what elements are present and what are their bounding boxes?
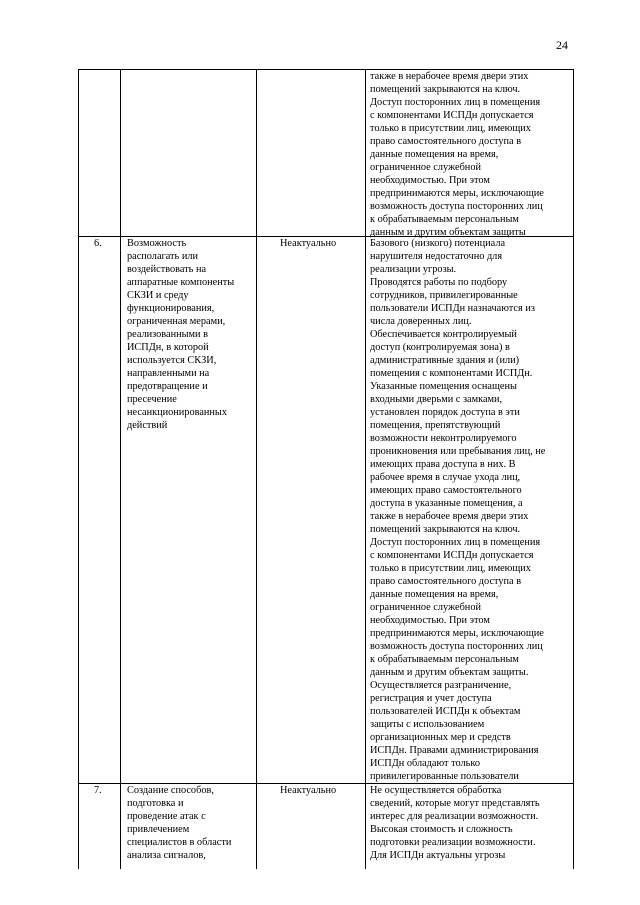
text-line: с компонентами ИСПДн допускается bbox=[370, 110, 534, 121]
text-line: право самостоятельного доступа в bbox=[370, 136, 522, 147]
table-rule bbox=[365, 69, 366, 869]
text-line: помещений закрываются на ключ. bbox=[370, 84, 521, 95]
text-line: доступа в указанные помещения, а bbox=[370, 498, 523, 509]
text-line: сведений, которые могут представлять bbox=[370, 798, 540, 809]
text-line: анализа сигналов, bbox=[127, 850, 206, 861]
text-line: имеющих права доступа в них. В bbox=[370, 459, 516, 470]
text-line: реализации угрозы. bbox=[370, 264, 457, 275]
text-line: ИСПДн обладают только bbox=[370, 758, 480, 769]
text-line: Базового (низкого) потенциала bbox=[370, 238, 506, 249]
status-cell: Неактуально bbox=[280, 785, 337, 796]
text-line: функционирования, bbox=[127, 303, 215, 314]
text-line: имеющих право самостоятельного bbox=[370, 485, 522, 496]
text-line: привлечением bbox=[127, 824, 190, 835]
text-line: возможность доступа посторонних лиц bbox=[370, 641, 543, 652]
text-line: пользователей ИСПДн к объектам bbox=[370, 706, 521, 717]
text-line: с компонентами ИСПДн допускается bbox=[370, 550, 534, 561]
text-line: пресечение bbox=[127, 394, 177, 405]
text-line: право самостоятельного доступа в bbox=[370, 576, 522, 587]
text-line: ограниченная мерами, bbox=[127, 316, 226, 327]
text-line: только в присутствии лиц, имеющих bbox=[370, 563, 531, 574]
justification-cell bbox=[370, 70, 544, 239]
text-line: проведение атак с bbox=[127, 811, 206, 822]
justification-cell bbox=[370, 784, 540, 862]
text-line: Возможность bbox=[127, 238, 187, 249]
text-line: Обеспечивается контролируемый bbox=[370, 329, 517, 340]
text-line: к обрабатываемым персональным bbox=[370, 214, 519, 225]
text-line: входными дверьми с замками, bbox=[370, 394, 503, 405]
text-line: данные помещения на время, bbox=[370, 149, 499, 160]
text-line: административные здания и (или) bbox=[370, 355, 520, 366]
threat-cell bbox=[127, 784, 231, 862]
text-line: ИСПДн, в которой bbox=[127, 342, 209, 353]
text-line: регистрация и учет доступа bbox=[370, 693, 492, 704]
text-line: предпринимаются меры, исключающие bbox=[370, 188, 544, 199]
text-line: данным и другим объектам защиты. bbox=[370, 667, 529, 678]
text-line: действий bbox=[127, 420, 168, 431]
text-line: также в нерабочее время двери этих bbox=[370, 511, 529, 522]
text-line: только в присутствии лиц, имеющих bbox=[370, 123, 531, 134]
text-line: установлен порядок доступа в эти bbox=[370, 407, 520, 418]
justification-cell bbox=[370, 237, 545, 783]
row-number: 6. bbox=[94, 238, 102, 249]
threat-cell bbox=[127, 237, 234, 432]
text-line: Осуществляется разграничение, bbox=[370, 680, 512, 691]
text-line: подготовка и bbox=[127, 798, 184, 809]
text-line: помещения с компонентами ИСПДн. bbox=[370, 368, 533, 379]
text-line: проникновения или пребывания лиц, не bbox=[370, 446, 546, 457]
text-line: числа доверенных лиц. bbox=[370, 316, 472, 327]
text-line: помещений закрываются на ключ. bbox=[370, 524, 521, 535]
text-line: защиты с использованием bbox=[370, 719, 485, 730]
text-line: необходимостью. При этом bbox=[370, 175, 490, 186]
text-line: направленными на bbox=[127, 368, 210, 379]
text-line: организационных мер и средств bbox=[370, 732, 511, 743]
text-line: Высокая стоимость и сложность bbox=[370, 824, 513, 835]
text-line: также в нерабочее время двери этих bbox=[370, 71, 529, 82]
text-line: несанкционированных bbox=[127, 407, 227, 418]
page-number: 24 bbox=[556, 38, 568, 52]
row-number: 7. bbox=[94, 785, 102, 796]
text-line: используется СКЗИ, bbox=[127, 355, 217, 366]
text-line: Для ИСПДн актуальны угрозы bbox=[370, 850, 506, 861]
text-line: предпринимаются меры, исключающие bbox=[370, 628, 544, 639]
text-line: Не осуществляется обработка bbox=[370, 785, 502, 796]
text-line: Создание способов, bbox=[127, 785, 214, 796]
table-rule bbox=[120, 69, 121, 869]
status-cell: Неактуально bbox=[280, 238, 337, 249]
text-line: Проводятся работы по подбору bbox=[370, 277, 508, 288]
text-line: Доступ посторонних лиц в помещения bbox=[370, 97, 541, 108]
text-line: воздействовать на bbox=[127, 264, 207, 275]
text-line: СКЗИ и среду bbox=[127, 290, 189, 301]
table-rule bbox=[256, 69, 257, 869]
text-line: доступ (контролируемая зона) в bbox=[370, 342, 510, 353]
text-line: помещения, препятствующий bbox=[370, 420, 501, 431]
text-line: привилегированные пользователи bbox=[370, 771, 519, 782]
table-rule bbox=[573, 69, 574, 869]
text-line: специалистов в области bbox=[127, 837, 232, 848]
text-line: ИСПДн. Правами администрирования bbox=[370, 745, 539, 756]
text-line: данным и другим объектам защиты bbox=[370, 227, 526, 238]
text-line: Указанные помещения оснащены bbox=[370, 381, 517, 392]
text-line: к обрабатываемым персональным bbox=[370, 654, 519, 665]
text-line: сотрудников, привилегированные bbox=[370, 290, 518, 301]
text-line: необходимостью. При этом bbox=[370, 615, 490, 626]
text-line: данные помещения на время, bbox=[370, 589, 499, 600]
text-line: располагать или bbox=[127, 251, 198, 262]
text-line: пользователи ИСПДн назначаются из bbox=[370, 303, 535, 314]
table-rule bbox=[78, 69, 79, 869]
text-line: подготовки реализации возможности. bbox=[370, 837, 536, 848]
text-line: возможность доступа посторонних лиц bbox=[370, 201, 543, 212]
text-line: возможности неконтролируемого bbox=[370, 433, 517, 444]
text-line: Доступ посторонних лиц в помещения bbox=[370, 537, 541, 548]
text-line: рабочее время в случае ухода лиц, bbox=[370, 472, 521, 483]
text-line: нарушителя недостаточно для bbox=[370, 251, 503, 262]
text-line: ограниченное служебной bbox=[370, 162, 481, 173]
text-line: аппаратные компоненты bbox=[127, 277, 235, 288]
text-line: предотвращение и bbox=[127, 381, 208, 392]
text-line: реализованными в bbox=[127, 329, 209, 340]
text-line: ограниченное служебной bbox=[370, 602, 481, 613]
text-line: интерес для реализации возможности. bbox=[370, 811, 539, 822]
